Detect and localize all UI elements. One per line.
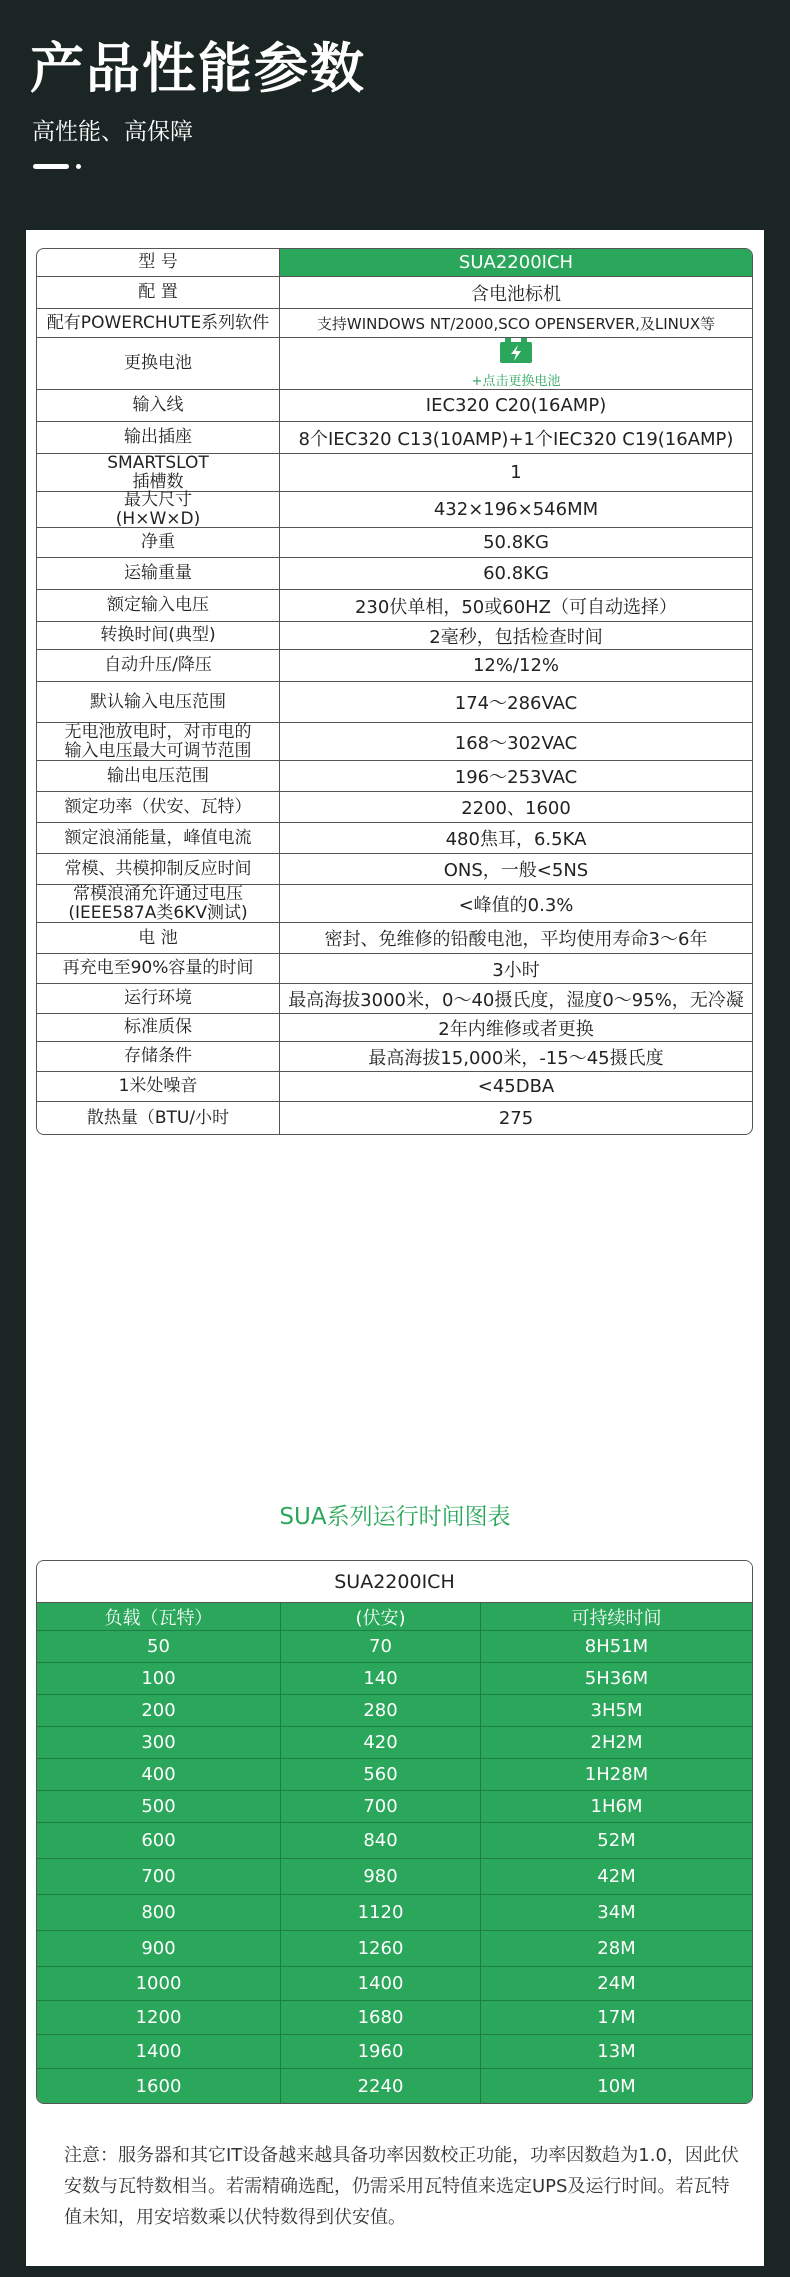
runtime-cell: 300 bbox=[37, 1727, 281, 1758]
runtime-cell: 1260 bbox=[281, 1931, 481, 1966]
spec-row bbox=[37, 249, 752, 277]
battery-charge-icon bbox=[499, 338, 533, 364]
runtime-row bbox=[37, 1931, 752, 1967]
runtime-cell: 600 bbox=[37, 1823, 281, 1858]
replace-battery-link[interactable]: +点击更换电池 bbox=[471, 374, 561, 389]
spec-value: 196～253VAC bbox=[454, 767, 578, 788]
runtime-cell: 1400 bbox=[281, 1967, 481, 2000]
spec-row bbox=[37, 338, 752, 390]
runtime-row bbox=[37, 1631, 752, 1663]
spec-label: 运行环境 bbox=[37, 984, 280, 1013]
spec-row bbox=[37, 1072, 752, 1102]
runtime-cell: 800 bbox=[37, 1895, 281, 1930]
spec-value: 2毫秒，包括检查时间 bbox=[429, 626, 603, 648]
title-underline bbox=[33, 164, 69, 169]
spec-value: <45DBA bbox=[477, 1076, 555, 1097]
runtime-row bbox=[37, 1823, 752, 1859]
spec-value: 2200、1600 bbox=[461, 798, 571, 819]
runtime-header-cell: 可持续时间 bbox=[571, 1607, 662, 1629]
runtime-cell: 1400 bbox=[37, 2035, 281, 2068]
runtime-cell: 1120 bbox=[281, 1895, 481, 1930]
footnote: 注意：服务器和其它IT设备越来越具备功率因数校正功能，功率因数趋为1.0，因此伏安数与瓦特数相当。若需精确选配，仍需采用瓦特值来选定UPS及运行时间。若瓦特值未知，用安培数乘以伏特数得到伏安值。 bbox=[64, 2145, 739, 2228]
spec-value: 支持WINDOWS NT/2000,SCO OPENSERVER,及LINUX等 bbox=[316, 314, 716, 333]
spec-label: SMARTSLOT 插槽数 bbox=[37, 454, 280, 491]
runtime-cell: 200 bbox=[37, 1695, 281, 1726]
runtime-cell: 400 bbox=[37, 1759, 281, 1790]
spec-value: 230伏单相，50或60HZ（可自动选择） bbox=[354, 596, 678, 618]
spec-row bbox=[37, 1042, 752, 1072]
spec-row bbox=[37, 984, 752, 1014]
runtime-cell: 500 bbox=[37, 1791, 281, 1822]
spec-row bbox=[37, 854, 752, 885]
spec-value: SUA2200ICH bbox=[280, 249, 752, 276]
spec-label: 常模浪涌允许通过电压 (IEEE587A类6KV测试) bbox=[37, 885, 280, 922]
runtime-cell: 280 bbox=[281, 1695, 481, 1726]
runtime-cell: 1680 bbox=[281, 2001, 481, 2034]
runtime-cell: 1200 bbox=[37, 2001, 281, 2034]
spec-value: 50.8KG bbox=[483, 532, 549, 553]
spec-value: <峰值的0.3% bbox=[458, 894, 574, 916]
runtime-cell: 34M bbox=[597, 1902, 636, 1923]
spec-label: 额定功率（伏安、瓦特） bbox=[37, 792, 280, 822]
content-card bbox=[26, 230, 764, 2266]
spec-value: 8个IEC320 C13(10AMP)+1个IEC320 C19(16AMP) bbox=[298, 428, 734, 450]
spec-row bbox=[37, 682, 752, 723]
runtime-row bbox=[37, 1791, 752, 1823]
spec-row bbox=[37, 1102, 752, 1134]
runtime-cell: 52M bbox=[597, 1830, 636, 1851]
spec-label: 存储条件 bbox=[37, 1042, 280, 1071]
runtime-cell: 3H5M bbox=[590, 1700, 643, 1721]
spec-row bbox=[37, 422, 752, 454]
spec-row bbox=[37, 923, 752, 954]
runtime-cell: 140 bbox=[281, 1663, 481, 1694]
runtime-cell: 100 bbox=[37, 1663, 281, 1694]
spec-row bbox=[37, 1014, 752, 1042]
spec-value: IEC320 C20(16AMP) bbox=[425, 395, 607, 416]
spec-value: 12%/12% bbox=[472, 655, 560, 676]
spec-value: 168～302VAC bbox=[454, 732, 578, 754]
runtime-cell: 24M bbox=[597, 1973, 636, 1994]
spec-label: 标准质保 bbox=[37, 1014, 280, 1041]
spec-row bbox=[37, 954, 752, 984]
runtime-cell: 17M bbox=[597, 2007, 636, 2028]
runtime-cell: 1000 bbox=[37, 1967, 281, 2000]
spec-row bbox=[37, 558, 752, 590]
page-header bbox=[0, 0, 790, 230]
runtime-cell: 1600 bbox=[37, 2069, 281, 2103]
spec-label: 再充电至90%容量的时间 bbox=[37, 954, 280, 983]
spec-label: 输出电压范围 bbox=[37, 761, 280, 791]
spec-label: 最大尺寸 (H×W×D) bbox=[37, 492, 280, 527]
runtime-cell: 5H36M bbox=[584, 1668, 649, 1689]
spec-value: 432×196×546MM bbox=[433, 499, 599, 520]
spec-value: 最高海拔15,000米，-15～45摄氏度 bbox=[368, 1047, 664, 1069]
spec-label: 输出插座 bbox=[37, 422, 280, 453]
runtime-cell: 28M bbox=[597, 1938, 636, 1959]
spec-row bbox=[37, 454, 752, 492]
spec-row bbox=[37, 723, 752, 761]
runtime-cell: 840 bbox=[281, 1823, 481, 1858]
spec-label: 电 池 bbox=[37, 923, 280, 953]
spec-row bbox=[37, 823, 752, 854]
spec-label: 配 置 bbox=[37, 277, 280, 308]
spec-value: 275 bbox=[498, 1107, 534, 1129]
runtime-header-cell: 负载（瓦特） bbox=[37, 1603, 281, 1630]
spec-value: 2年内维修或者更换 bbox=[438, 1018, 594, 1040]
runtime-row bbox=[37, 1759, 752, 1791]
spec-value: 密封、免维修的铅酸电池，平均使用寿命3～6年 bbox=[324, 929, 708, 950]
runtime-table bbox=[36, 1560, 753, 2104]
spec-row bbox=[37, 650, 752, 682]
runtime-cell: 13M bbox=[597, 2041, 636, 2062]
spec-row bbox=[37, 489, 752, 529]
spec-label: 运输重量 bbox=[37, 558, 280, 589]
runtime-row bbox=[37, 1727, 752, 1759]
runtime-cell: 700 bbox=[281, 1791, 481, 1822]
runtime-row bbox=[37, 2001, 752, 2035]
spec-value: ONS，一般<5NS bbox=[443, 860, 589, 881]
spec-row bbox=[37, 761, 752, 792]
page-subtitle: 高性能、高保障 bbox=[32, 119, 193, 145]
page-title: 产品性能参数 bbox=[30, 37, 366, 100]
spec-label: 额定输入电压 bbox=[37, 590, 280, 621]
spec-value: 3小时 bbox=[492, 959, 540, 981]
runtime-cell: 980 bbox=[281, 1859, 481, 1894]
runtime-cell: 700 bbox=[37, 1859, 281, 1894]
replace-battery-cell bbox=[280, 338, 752, 389]
runtime-cell: 70 bbox=[281, 1631, 481, 1662]
spec-value: 480焦耳，6.5KA bbox=[445, 829, 587, 850]
spec-row bbox=[37, 885, 752, 923]
runtime-cell: 900 bbox=[37, 1931, 281, 1966]
spec-row bbox=[37, 528, 752, 558]
runtime-row bbox=[37, 1967, 752, 2001]
spec-value: 60.8KG bbox=[483, 563, 549, 584]
spec-row bbox=[37, 590, 752, 622]
spec-value: 含电池标机 bbox=[471, 283, 561, 305]
spec-label: 净重 bbox=[37, 528, 280, 557]
title-underline-dot bbox=[76, 164, 81, 169]
spec-label: 散热量（BTU/小时 bbox=[37, 1102, 280, 1134]
runtime-header-row bbox=[37, 1603, 752, 1631]
runtime-cell: 1960 bbox=[281, 2035, 481, 2068]
runtime-section-title: SUA系列运行时间图表 bbox=[279, 1504, 511, 1530]
runtime-cell: 560 bbox=[281, 1759, 481, 1790]
runtime-cell: 42M bbox=[597, 1866, 636, 1887]
runtime-cell: 2240 bbox=[281, 2069, 481, 2103]
spec-label: 默认输入电压范围 bbox=[37, 682, 280, 722]
runtime-cell: 10M bbox=[597, 2075, 636, 2097]
spec-row bbox=[37, 390, 752, 422]
spec-label: 型 号 bbox=[37, 249, 280, 276]
spec-label: 常模、共模抑制反应时间 bbox=[37, 854, 280, 884]
runtime-model: SUA2200ICH bbox=[37, 1561, 752, 1603]
spec-label: 1米处噪音 bbox=[37, 1072, 280, 1101]
runtime-row bbox=[37, 1695, 752, 1727]
runtime-cell: 2H2M bbox=[590, 1732, 643, 1753]
spec-label: 额定浪涌能量，峰值电流 bbox=[37, 823, 280, 853]
runtime-row bbox=[37, 2035, 752, 2069]
spec-row bbox=[37, 792, 752, 823]
spec-label: 配有POWERCHUTE系列软件 bbox=[37, 309, 280, 337]
spec-label: 输入线 bbox=[37, 390, 280, 421]
runtime-cell: 1H28M bbox=[584, 1764, 649, 1785]
runtime-row bbox=[37, 2069, 752, 2103]
spec-label: 转换时间(典型) bbox=[37, 622, 280, 649]
spec-table bbox=[36, 248, 753, 1135]
runtime-cell: 50 bbox=[37, 1631, 281, 1662]
replace-battery-button[interactable] bbox=[472, 338, 561, 389]
spec-row bbox=[37, 309, 752, 338]
spec-value: 最高海拔3000米，0～40摄氏度，湿度0～95%，无冷凝 bbox=[288, 989, 744, 1011]
spec-row bbox=[37, 622, 752, 650]
spec-label: 无电池放电时，对市电的 输入电压最大可调节范围 bbox=[37, 723, 280, 760]
spec-value: 1 bbox=[510, 462, 522, 483]
runtime-cell: 8H51M bbox=[584, 1636, 649, 1657]
runtime-row bbox=[37, 1859, 752, 1895]
runtime-row bbox=[37, 1895, 752, 1931]
spec-row bbox=[37, 277, 752, 309]
spec-label: 自动升压/降压 bbox=[37, 650, 280, 681]
spec-label: 更换电池 bbox=[37, 338, 280, 389]
spec-value: 174～286VAC bbox=[454, 693, 578, 714]
runtime-header-cell: (伏安) bbox=[281, 1603, 481, 1630]
runtime-cell: 1H6M bbox=[590, 1796, 643, 1817]
runtime-cell: 420 bbox=[281, 1727, 481, 1758]
runtime-row bbox=[37, 1663, 752, 1695]
